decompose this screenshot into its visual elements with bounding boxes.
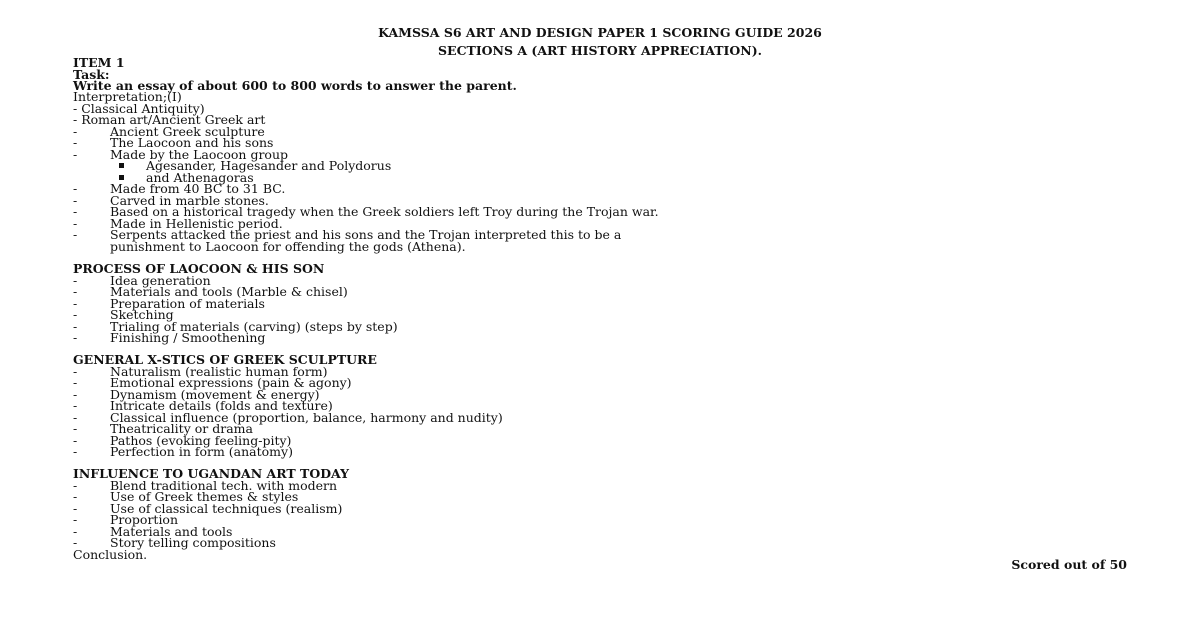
- list-item: Materials and tools: [110, 524, 233, 539]
- bullet-dash: -: [73, 227, 78, 242]
- bullet-dash: -: [73, 307, 78, 322]
- bullet-dash: -: [73, 478, 78, 493]
- influence-heading: INFLUENCE TO UGANDAN ART TODAY: [73, 466, 350, 481]
- bullet-dash: -: [73, 421, 78, 436]
- list-item: Pathos (evoking feeling-pity): [110, 433, 292, 448]
- list-item: Idea generation: [110, 273, 211, 288]
- list-item: Made in Hellenistic period.: [110, 216, 283, 231]
- interpretation-heading: Interpretation;(I): [73, 89, 182, 104]
- bullet-dash: -: [73, 216, 78, 231]
- bullet-dash: -: [73, 181, 78, 196]
- list-item: Ancient Greek sculpture: [110, 124, 265, 139]
- bullet-dash: -: [73, 330, 78, 345]
- list-item: Serpents attacked the priest and his sons and the Trojan interpreted this to be a: [110, 227, 622, 242]
- list-item: Story telling compositions: [110, 535, 276, 550]
- bullet-dash: -: [73, 524, 78, 539]
- list-item: Proportion: [110, 512, 179, 527]
- bullet-dash: -: [73, 124, 78, 139]
- bullet-dash: -: [73, 273, 78, 288]
- document-title: KAMSSA S6 ART AND DESIGN PAPER 1 SCORING GUIDE 2026: [378, 25, 822, 40]
- sub-list-item: Agesander, Hagesander and Polydorus: [146, 158, 392, 173]
- list-item: Carved in marble stones.: [110, 193, 269, 208]
- list-item: Naturalism (realistic human form): [110, 364, 328, 379]
- list-item: Trialing of materials (carving) (steps by step): [110, 319, 398, 334]
- bullet-dash: -: [73, 284, 78, 299]
- bullet-dash: -: [73, 501, 78, 516]
- process-heading: PROCESS OF LAOCOON & HIS SON: [73, 261, 325, 276]
- square-bullet-icon: [119, 163, 124, 168]
- task-label: Task:: [73, 67, 110, 82]
- list-item: Intricate details (folds and texture): [110, 398, 333, 413]
- list-item: Theatricality or drama: [110, 421, 253, 436]
- item-label: ITEM 1: [73, 55, 125, 70]
- conclusion-text: Conclusion.: [73, 547, 148, 562]
- list-item-continuation: punishment to Laocoon for offending the gods (Athena).: [110, 239, 466, 254]
- list-item: Made by the Laocoon group: [110, 147, 289, 162]
- bullet-dash: -: [73, 319, 78, 334]
- bullet-dash: -: [73, 375, 78, 390]
- list-item: Made from 40 BC to 31 BC.: [110, 181, 286, 196]
- bullet-dash: -: [73, 410, 78, 425]
- list-item: Classical influence (proportion, balance, harmony and nudity): [110, 410, 503, 425]
- bullet-dash: -: [73, 147, 78, 162]
- list-item: Dynamism (movement & energy): [110, 387, 320, 402]
- interpretation-line: - Classical Antiquity): [73, 101, 205, 116]
- bullet-dash: -: [73, 296, 78, 311]
- bullet-dash: -: [73, 444, 78, 459]
- list-item: Materials and tools (Marble & chisel): [110, 284, 348, 299]
- interpretation-line: - Roman art/Ancient Greek art: [73, 112, 266, 127]
- bullet-dash: -: [73, 204, 78, 219]
- square-bullet-icon: [119, 175, 124, 180]
- bullet-dash: -: [73, 489, 78, 504]
- list-item: The Laocoon and his sons: [110, 135, 274, 150]
- section-title: SECTIONS A (ART HISTORY APPRECIATION).: [438, 43, 762, 58]
- list-item: Preparation of materials: [110, 296, 265, 311]
- bullet-dash: -: [73, 433, 78, 448]
- task-text: Write an essay of about 600 to 800 words to answer the parent.: [73, 78, 517, 93]
- characteristics-heading: GENERAL X-STICS OF GREEK SCULPTURE: [73, 352, 377, 367]
- list-item: Emotional expressions (pain & agony): [110, 375, 352, 390]
- score-label: Scored out of 50: [1011, 557, 1127, 572]
- list-item: Perfection in form (anatomy): [110, 444, 293, 459]
- list-item: Finishing / Smoothening: [110, 330, 266, 345]
- bullet-dash: -: [73, 135, 78, 150]
- bullet-dash: -: [73, 193, 78, 208]
- sub-list-item: and Athenagoras: [146, 170, 254, 185]
- list-item: Use of classical techniques (realism): [110, 501, 343, 516]
- bullet-dash: -: [73, 535, 78, 550]
- bullet-dash: -: [73, 364, 78, 379]
- bullet-dash: -: [73, 398, 78, 413]
- bullet-dash: -: [73, 387, 78, 402]
- list-item: Based on a historical tragedy when the Greek soldiers left Troy during the Trojan war.: [110, 204, 659, 219]
- list-item: Sketching: [110, 307, 174, 322]
- list-item: Blend traditional tech. with modern: [110, 478, 338, 493]
- list-item: Use of Greek themes & styles: [110, 489, 299, 504]
- bullet-dash: -: [73, 512, 78, 527]
